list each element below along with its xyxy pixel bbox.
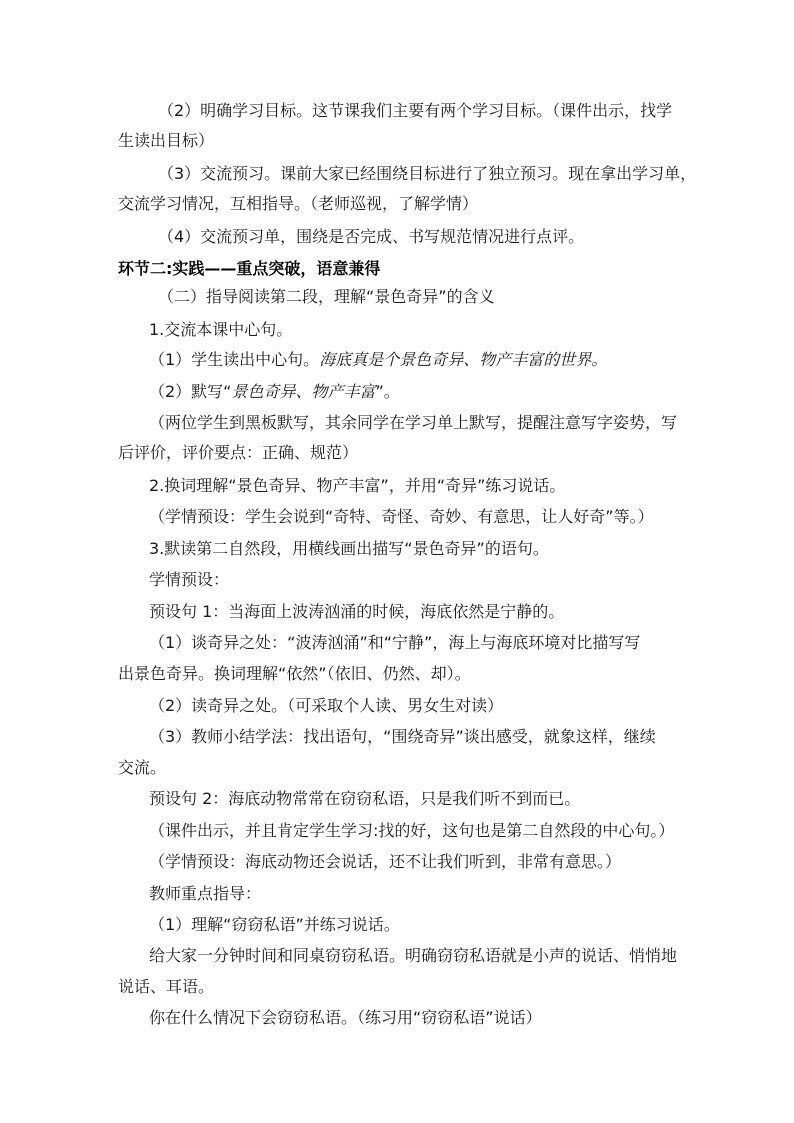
paragraph-line: （2）读奇异之处。（可采取个人读、男女生对读） [149, 696, 504, 715]
quoted-phrase: 景色奇异、物产丰富 [231, 382, 376, 401]
section-heading: 环节二:实践——重点突破，语意兼得 [118, 259, 381, 278]
paragraph-line: 1.交流本课中心句。 [149, 320, 293, 339]
paragraph-line: 学情预设： [149, 570, 230, 589]
paragraph-line: （两位学生到黑板默写，其余同学在学习单上默写，提醒注意写字姿势，写 [149, 413, 678, 432]
paragraph-line: （3）交流预习。课前大家已经围绕目标进行了独立预习。现在拿出学习单， [158, 164, 697, 183]
paragraph-line: 3.默读第二自然段，用横线画出描写“景色奇异”的语句。 [149, 539, 549, 558]
paragraph-line: （1）理解“窃窃私语”并练习说话。 [149, 915, 400, 934]
paragraph-line: 后评价，评价要点：正确、规范） [118, 443, 359, 462]
paragraph-line: 预设句 1：当海面上波涛汹涌的时候，海底依然是宁静的。 [149, 602, 565, 621]
paragraph-text: （2）默写“ [149, 382, 232, 401]
paragraph-line: （3）教师小结学法：找出语句，“围绕奇异”谈出感受，就象这样，继续 [149, 727, 656, 746]
paragraph-line: （学情预设：学生会说到“奇特、奇怪、奇妙、有意思，让人好奇”等。） [149, 507, 654, 526]
paragraph-line: （1）谈奇异之处：“波涛汹涌”和“宁静”，海上与海底环境对比描写写 [149, 633, 641, 652]
paragraph-line: 预设句 2：海底动物常常在窃窃私语，只是我们听不到而已。 [149, 789, 581, 808]
paragraph-line [149, 350, 607, 370]
paragraph-line: 交流。 [118, 758, 167, 777]
paragraph-line: 教师重点指导： [149, 884, 262, 903]
paragraph-line: （课件出示，并且肯定学生学习:找的好，这句也是第二自然段的中心句。） [149, 821, 675, 840]
paragraph-line: 说话、耳语。 [118, 977, 215, 996]
paragraph-line: （4）交流预习单，围绕是否完成、书写规范情况进行点评。 [158, 227, 585, 246]
paragraph-text: ”。 [375, 382, 400, 401]
paragraph-line: （学情预设：海底动物还会说话，还不让我们听到，非常有意思。） [149, 852, 622, 871]
paragraph-line: 出景色奇异。换词理解“依然”（依旧、仍然、却）。 [118, 664, 471, 683]
paragraph-line: 生读出目标） [118, 131, 215, 150]
paragraph-line: （2）明确学习目标。这节课我们主要有两个学习目标。（课件出示，找学 [158, 101, 673, 120]
paragraph-text: （1）学生读出中心句。 [149, 350, 320, 369]
paragraph-line [149, 382, 400, 402]
subsection-heading: （二）指导阅读第二段，理解“景色奇异”的含义 [158, 287, 495, 306]
paragraph-line: 你在什么情况下会窃窃私语。（练习用“窃窃私语”说话） [149, 1008, 542, 1027]
paragraph-line: 2.换词理解“景色奇异、物产丰富”，并用“奇异”练习说话。 [149, 476, 566, 495]
paragraph-line: 交流学习情况，互相指导。（老师巡视，了解学情） [118, 194, 479, 213]
paragraph-line: 给大家一分钟时间和同桌窃窃私语。明确窃窃私语就是小声的说话、悄悄地 [149, 946, 678, 965]
quoted-sentence: 海底真是个景色奇异、物产丰富的世界。 [319, 350, 608, 369]
